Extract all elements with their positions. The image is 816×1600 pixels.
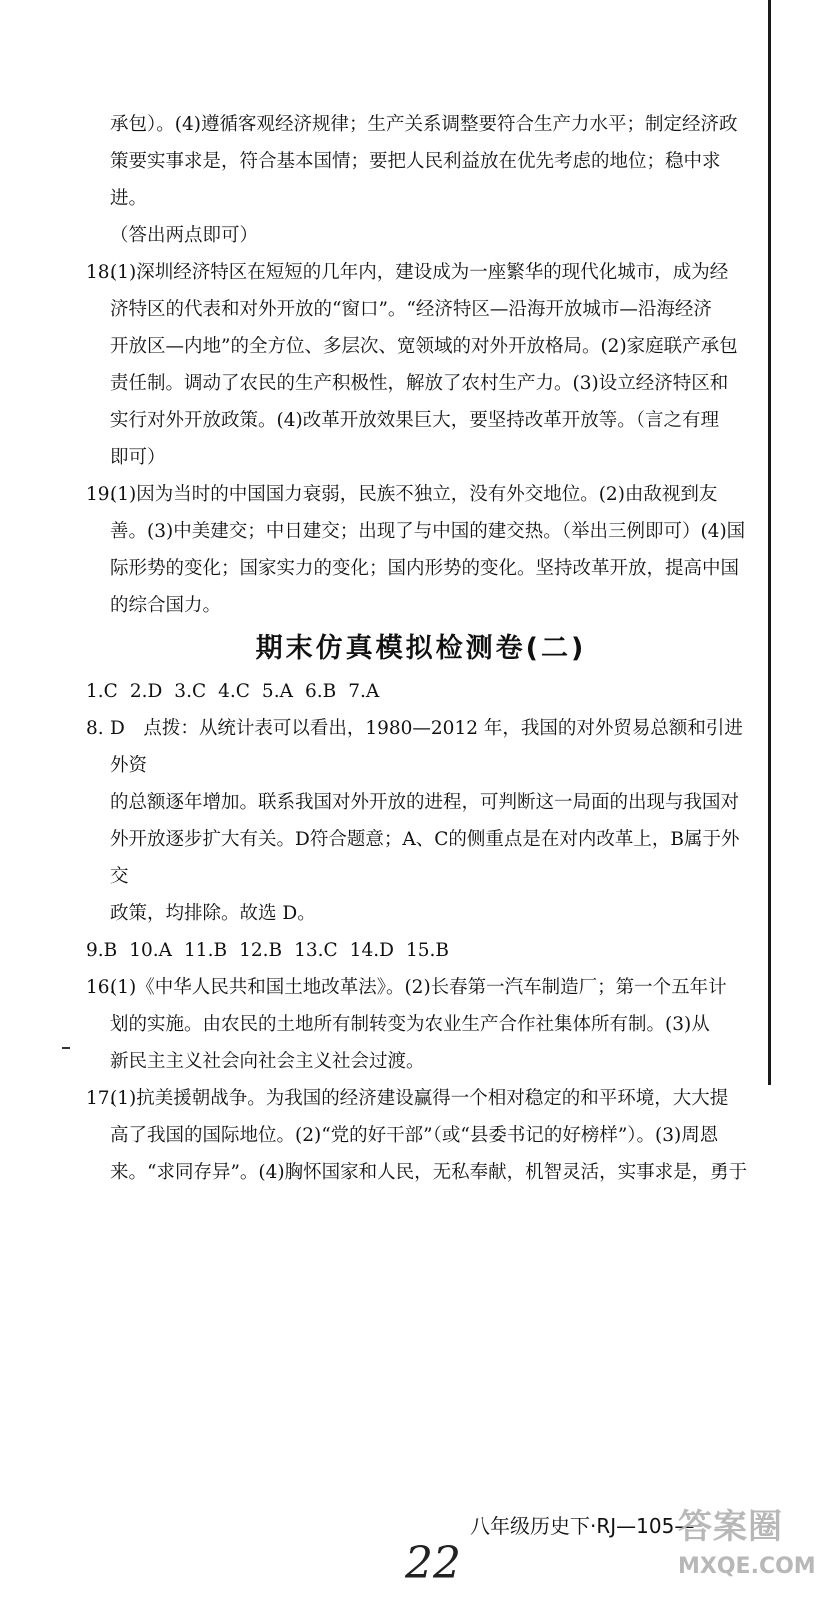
text-line: 即可） bbox=[110, 447, 166, 468]
text-line: 善。(3)中美建交；中日建交；出现了与中国的建交热。（举出三例即可）(4)国 bbox=[110, 521, 746, 542]
right-border-rule bbox=[768, 0, 771, 1085]
question-number: 16. bbox=[86, 977, 116, 998]
choice-answer: 15.B bbox=[405, 940, 449, 961]
text-line: (1)抗美援朝战争。为我国的经济建设赢得一个相对稳定的和平环境，大大提 bbox=[110, 1088, 729, 1109]
site-watermark bbox=[678, 1505, 816, 1595]
section-title: 期末仿真模拟检测卷(二) bbox=[255, 633, 587, 664]
text-line: 实行对外开放政策。(4)改革开放效果巨大，要坚持改革开放等。（言之有理 bbox=[110, 410, 719, 431]
choice-answer: 6.B bbox=[304, 681, 337, 702]
question-16 bbox=[86, 969, 756, 1080]
text-line: 策要实事求是，符合基本国情；要把人民利益放在优先考虑的地位；稳中求进。 bbox=[110, 151, 721, 209]
choice-answer: 4.C bbox=[218, 681, 250, 702]
text-line: (1)《中华人民共和国土地改革法》。(2)长春第一汽车制造厂；第一个五年计 bbox=[110, 977, 727, 998]
choice-answer: 13.C bbox=[294, 940, 338, 961]
text-line: 济特区的代表和对外开放的“窗口”。“经济特区—沿海开放城市—沿海经济 bbox=[110, 299, 712, 320]
choice-answer: 2.D bbox=[129, 681, 163, 702]
choice-answer: 9.B bbox=[86, 940, 118, 961]
question-number: 8. bbox=[86, 718, 104, 739]
page-footer: 八年级历史下·RJ—105— bbox=[470, 1514, 695, 1538]
question-18 bbox=[86, 254, 756, 476]
choice-answer: 1.C bbox=[86, 681, 118, 702]
choice-answers-1 bbox=[86, 673, 756, 710]
watermark-url: MXQE.COM bbox=[678, 1554, 816, 1579]
text-line: 外开放逐步扩大有关。D符合题意；A、C的侧重点是在对内改革上，B属于外交 bbox=[110, 829, 740, 887]
watermark-logo-text: 答案圈 bbox=[678, 1507, 783, 1547]
handwritten-page-number: 22 bbox=[405, 1538, 461, 1589]
question-8 bbox=[86, 710, 756, 932]
margin-dash bbox=[62, 1047, 70, 1049]
choice-answer: 3.C bbox=[174, 681, 207, 702]
choice-answers-2 bbox=[86, 932, 756, 969]
question-17 bbox=[86, 1080, 756, 1191]
choice-answer: 5.A bbox=[261, 681, 293, 702]
text-line: 划的实施。由农民的土地所有制转变为农业生产合作社集体所有制。(3)从 bbox=[110, 1014, 710, 1035]
answer-content bbox=[86, 106, 756, 1191]
choice-answer: 14.D bbox=[349, 940, 394, 961]
text-line: 的综合国力。 bbox=[110, 595, 222, 616]
text-line: (1)深圳经济特区在短短的几年内，建设成为一座繁华的现代化城市，成为经 bbox=[110, 262, 729, 283]
text-line: 的总额逐年增加。联系我国对外开放的进程，可判断这一局面的出现与我国对 bbox=[110, 792, 740, 813]
choice-answer: 7.A bbox=[348, 681, 380, 702]
text-line: 来。“求同存异”。(4)胸怀国家和人民，无私奉献，机智灵活，实事求是，勇于 bbox=[110, 1162, 748, 1183]
text-line: 开放区—内地”的全方位、多层次、宽领域的对外开放格局。(2)家庭联产承包 bbox=[110, 336, 738, 357]
question-number: 18. bbox=[86, 262, 116, 283]
choice-answer: 12.B bbox=[239, 940, 283, 961]
text-line: 际形势的变化；国家实力的变化；国内形势的变化。坚持改革开放，提高中国 bbox=[110, 558, 740, 579]
text-line: (1)因为当时的中国国力衰弱，民族不独立，没有外交地位。(2)由敌视到友 bbox=[110, 484, 718, 505]
text-line: 承包）。(4)遵循客观经济规律；生产关系调整要符合生产力水平；制定经济政 bbox=[110, 114, 738, 135]
choice-answer: 10.A bbox=[129, 940, 173, 961]
text-line: （答出两点即可） bbox=[110, 225, 259, 246]
text-line: 责任制。调动了农民的生产积极性，解放了农村生产力。(3)设立经济特区和 bbox=[110, 373, 729, 394]
text-line: 高了我国的国际地位。(2)“党的好干部”（或“县委书记的好榜样”）。(3)周恩 bbox=[110, 1125, 719, 1146]
text-line: D 点拨：从统计表可以看出，1980—2012 年，我国的对外贸易总额和引进外资 bbox=[110, 718, 743, 776]
text-line: 新民主主义社会向社会主义社会过渡。 bbox=[110, 1051, 425, 1072]
question-19 bbox=[86, 476, 756, 624]
question-number: 17. bbox=[86, 1088, 116, 1109]
text-line: 政策，均排除。故选 D。 bbox=[110, 903, 316, 924]
choice-answer: 11.B bbox=[184, 940, 228, 961]
question-number: 19. bbox=[86, 484, 116, 505]
